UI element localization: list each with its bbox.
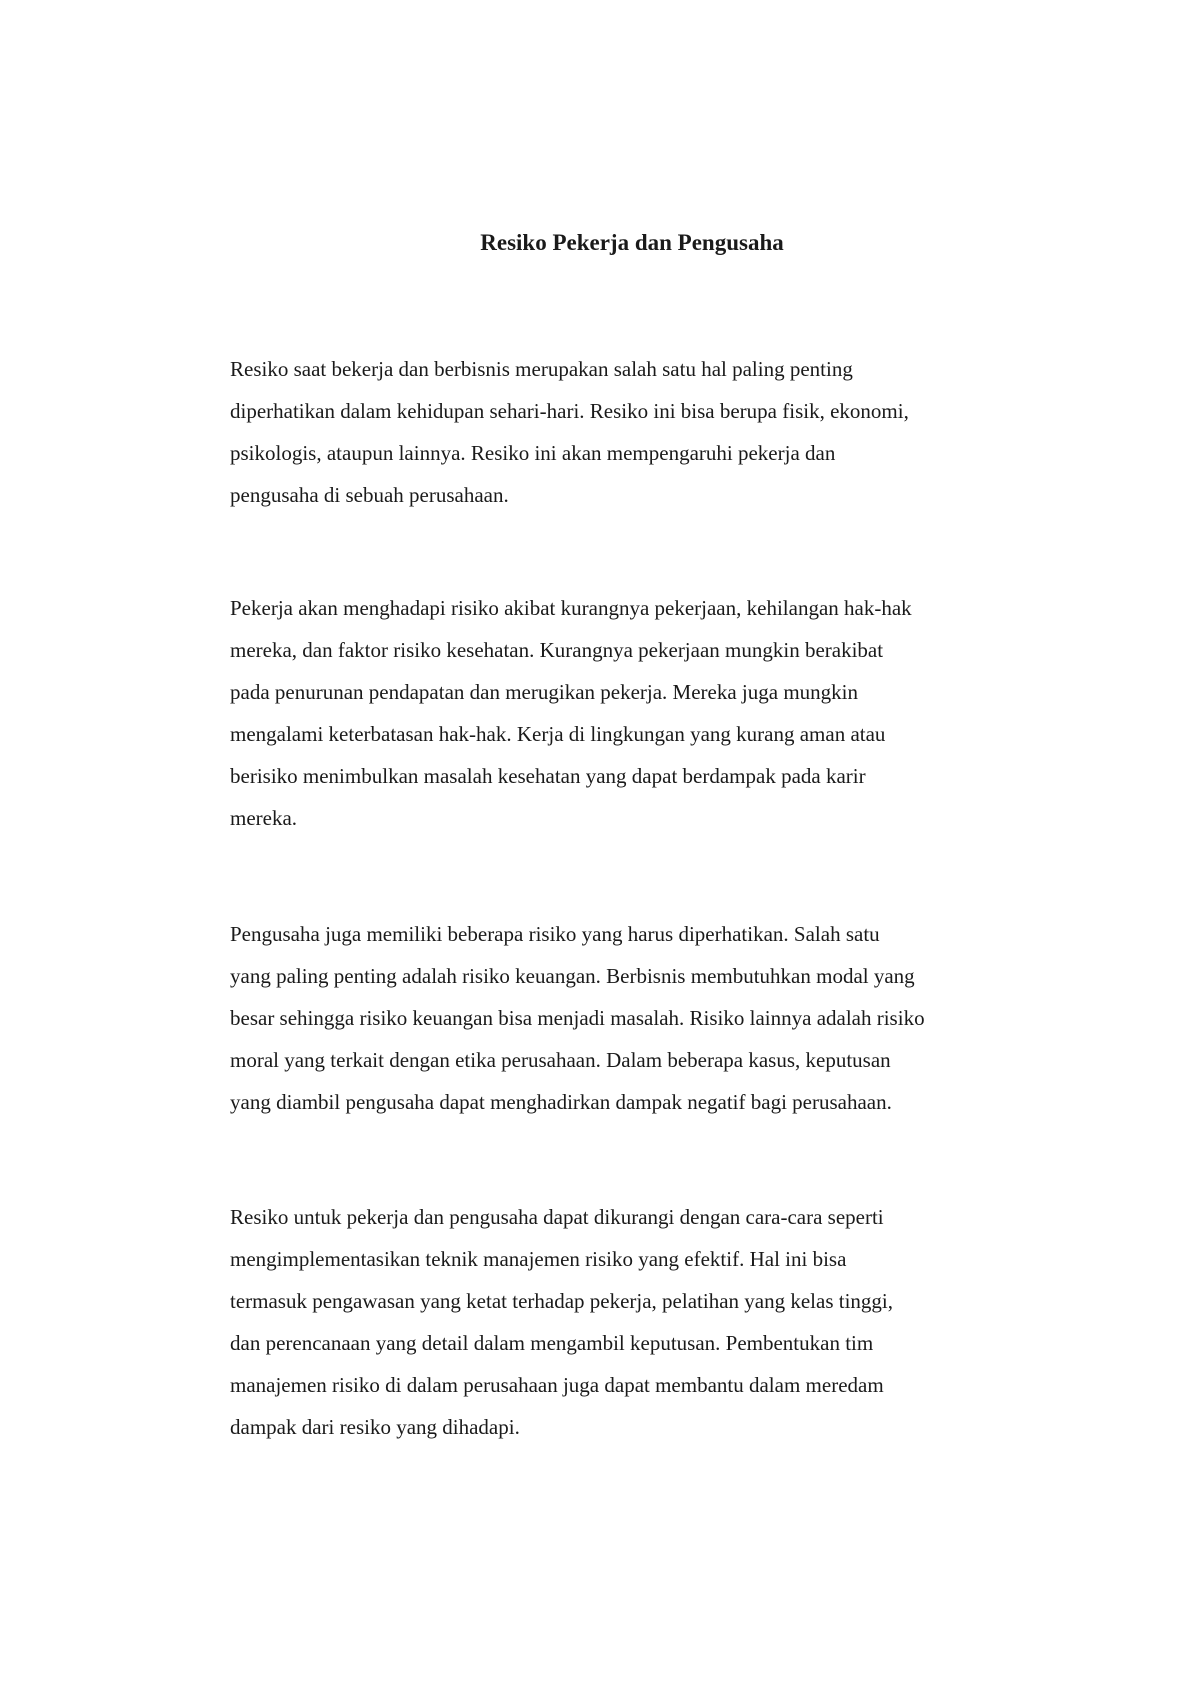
text-line: yang diambil pengusaha dapat menghadirkan dampak negatif bagi perusahaan. (230, 1090, 892, 1114)
paragraph-text (230, 913, 1040, 1123)
paragraph-3 (230, 913, 1040, 1123)
paragraph-text (230, 348, 1040, 516)
text-line: Pekerja akan menghadapi risiko akibat kurangnya pekerjaan, kehilangan hak-hak (230, 596, 912, 620)
paragraph-text (230, 1196, 1040, 1448)
text-line: Resiko saat bekerja dan berbisnis merupakan salah satu hal paling penting (230, 357, 853, 381)
text-line: dampak dari resiko yang dihadapi. (230, 1415, 520, 1439)
text-line: berisiko menimbulkan masalah kesehatan yang dapat berdampak pada karir (230, 764, 866, 788)
paragraph-4 (230, 1196, 1040, 1448)
text-line: diperhatikan dalam kehidupan sehari-hari. Resiko ini bisa berupa fisik, ekonomi, (230, 399, 909, 423)
text-line: termasuk pengawasan yang ketat terhadap pekerja, pelatihan yang kelas tinggi, (230, 1289, 893, 1313)
text-line: psikologis, ataupun lainnya. Resiko ini akan mempengaruhi pekerja dan (230, 441, 836, 465)
text-line: besar sehingga risiko keuangan bisa menjadi masalah. Risiko lainnya adalah risiko (230, 1006, 925, 1030)
text-line: manajemen risiko di dalam perusahaan juga dapat membantu dalam meredam (230, 1373, 884, 1397)
paragraph-2 (230, 587, 1040, 839)
paragraph-1 (230, 348, 1040, 516)
text-line: Pengusaha juga memiliki beberapa risiko yang harus diperhatikan. Salah satu (230, 922, 880, 946)
text-line: mengimplementasikan teknik manajemen risiko yang efektif. Hal ini bisa (230, 1247, 847, 1271)
text-line: yang paling penting adalah risiko keuangan. Berbisnis membutuhkan modal yang (230, 964, 915, 988)
document-title: Resiko Pekerja dan Pengusaha (480, 230, 784, 255)
text-line: Resiko untuk pekerja dan pengusaha dapat dikurangi dengan cara-cara seperti (230, 1205, 884, 1229)
text-line: mengalami keterbatasan hak-hak. Kerja di lingkungan yang kurang aman atau (230, 722, 886, 746)
text-line: mereka, dan faktor risiko kesehatan. Kurangnya pekerjaan mungkin berakibat (230, 638, 884, 662)
paragraph-text (230, 587, 1040, 839)
text-line: dan perencanaan yang detail dalam mengambil keputusan. Pembentukan tim (230, 1331, 874, 1355)
text-line: pengusaha di sebuah perusahaan. (230, 483, 509, 507)
text-line: mereka. (230, 806, 298, 830)
text-line: pada penurunan pendapatan dan merugikan pekerja. Mereka juga mungkin (230, 680, 859, 704)
text-line: moral yang terkait dengan etika perusahaan. Dalam beberapa kasus, keputusan (230, 1048, 891, 1072)
